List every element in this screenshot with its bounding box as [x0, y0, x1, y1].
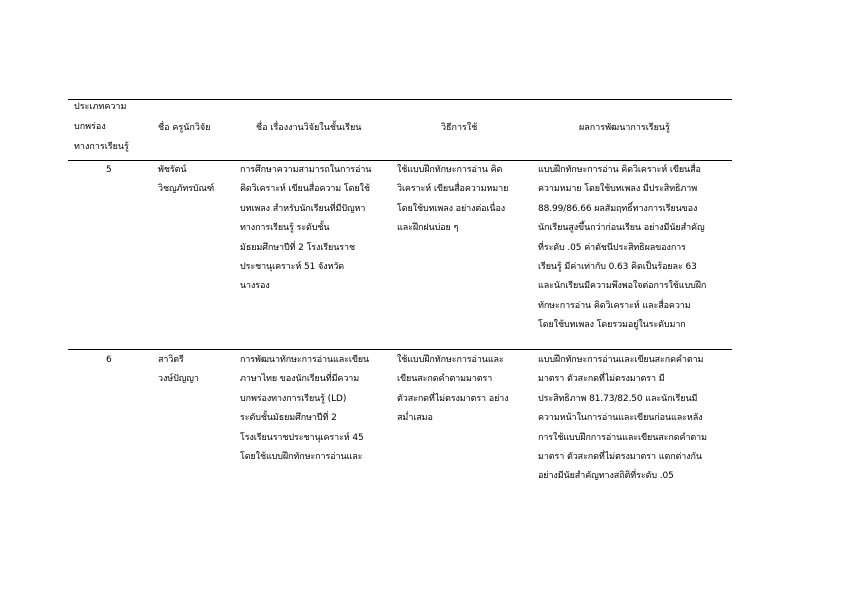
method-line: และฝึกฝนบ่อย ๆ [397, 223, 459, 234]
row-divider-rule [68, 349, 732, 350]
title-line: บทเพลง สำหรับนักเรียนที่มีปัญหา [240, 203, 366, 214]
result-line: แบบฝึกทักษะการอ่าน คิดวิเคราะห์ เขียนสื่อ [538, 165, 701, 175]
title-line: โรงเรียนราชประชานุเคราะห์ 45 [240, 432, 364, 443]
research-title [240, 351, 369, 467]
result-line: เรียนรู้ มีค่าเท่ากับ 0.63 คิดเป็นร้อยละ 63 [538, 262, 697, 273]
title-line: คิดวิเคราะห์ เขียนสื่อความ โดยใช้ [240, 184, 370, 195]
title-line: การศึกษาความสามารถในการอ่าน [240, 165, 372, 175]
header-category [74, 97, 129, 157]
title-line: บกพร่องทางการเรียนรู้ (LD) [240, 393, 347, 404]
title-line: มัธยมศึกษาปีที่ 2 โรงเรียนราช [240, 242, 355, 253]
header-method: วิธีการใช้ [441, 123, 478, 133]
title-line: ประชานุเคราะห์ 51 จังหวัด [240, 262, 345, 273]
result-line: 88.99/86.66 ผลสัมฤทธิ์ทางการเรียนของ [538, 203, 698, 214]
result-line: ความหน้าในการอ่านและเขียนก่อนและหลัง [538, 413, 703, 424]
header-result: ผลการพัฒนาการเรียนรู้ [579, 123, 670, 133]
header-researcher: ชื่อ ครูนักวิจัย [158, 123, 211, 133]
title-line: นางรอง [240, 281, 270, 292]
header-category-line: ทางการเรียนรู้ [74, 142, 129, 152]
title-line: ทางการเรียนรู้ ระดับชั้น [240, 223, 330, 234]
name-line: วิชญภัทรบัณฑ์ [158, 184, 215, 195]
header-category-line: บกพร่อง [74, 122, 106, 132]
result-line: และนักเรียนมีความพึงพอใจต่อการใช้แบบฝึก [538, 281, 707, 292]
result-text [538, 161, 706, 336]
result-line: มาตรา ตัวสะกดที่ไม่ตรงมาตรา มี [538, 374, 665, 385]
method-text [397, 351, 509, 429]
name-line: วงษ์ปัญญา [158, 374, 199, 385]
result-line: ทักษะการอ่าน คิดวิเคราะห์ และสื่อความ [538, 300, 691, 311]
title-line: โดยใช้แบบฝึกทักษะการอ่านและ [240, 452, 363, 463]
result-line: ประสิทธิภาพ 81.73/82.50 และนักเรียนมี [538, 393, 698, 404]
header-research-title: ชื่อ เรื่องงานวิจัยในชั้นเรียน [256, 123, 362, 133]
method-line: โดยใช้บทเพลง อย่างต่อเนื่อง [397, 203, 506, 214]
result-line: ความหมาย โดยใช้บทเพลง มีประสิทธิภาพ [538, 184, 698, 195]
row-number: 5 [106, 165, 112, 175]
table-top-rule [68, 99, 732, 100]
researcher-name [158, 351, 199, 390]
title-line: ระดับชั้นมัธยมศึกษาปีที่ 2 [240, 413, 337, 424]
result-line: โดยใช้บทเพลง โดยรวมอยู่ในระดับมาก [538, 320, 686, 331]
research-title [240, 161, 371, 297]
researcher-name [158, 161, 214, 200]
name-line: สาวิตรี [158, 355, 184, 365]
row-number: 6 [106, 355, 112, 365]
title-line: ภาษาไทย ของนักเรียนที่มีความ [240, 374, 360, 385]
result-line: ที่ระดับ .05 ค่าดัชนีประสิทธิผลของการ [538, 242, 686, 253]
name-line: พัชรัตน์ [158, 165, 187, 175]
method-line: ตัวสะกดที่ไม่ตรงมาตรา อย่าง [397, 393, 509, 404]
result-text [538, 351, 707, 487]
result-line: แบบฝึกทักษะการอ่านและเขียนสะกดคำตาม [538, 355, 704, 365]
result-line: การใช้แบบฝึกการอ่านและเขียนสะกดคำตาม [538, 432, 707, 443]
method-line: สม่ำเสมอ [397, 413, 433, 424]
result-line: อย่างมีนัยสำคัญทางสถิติที่ระดับ .05 [538, 471, 674, 482]
method-line: ใช้แบบฝึกทักษะการอ่าน คิด [397, 165, 503, 175]
method-line: ใช้แบบฝึกทักษะการอ่านและ [397, 355, 504, 365]
result-line: นักเรียนสูงขึ้นกว่าก่อนเรียน อย่างมีนัยสำคัญ [538, 223, 705, 234]
title-line: การพัฒนาทักษะการอ่านและเขียน [240, 355, 370, 365]
method-text [397, 161, 508, 239]
method-line: เขียนสะกดคำตามมาตรา [397, 374, 493, 385]
method-line: วิเคราะห์ เขียนสื่อความหมาย [397, 184, 509, 195]
result-line: มาตรา ตัวสะกดที่ไม่ตรงมาตรา แตกต่างกัน [538, 452, 702, 463]
header-category-line: ประเภทความ [74, 102, 127, 112]
